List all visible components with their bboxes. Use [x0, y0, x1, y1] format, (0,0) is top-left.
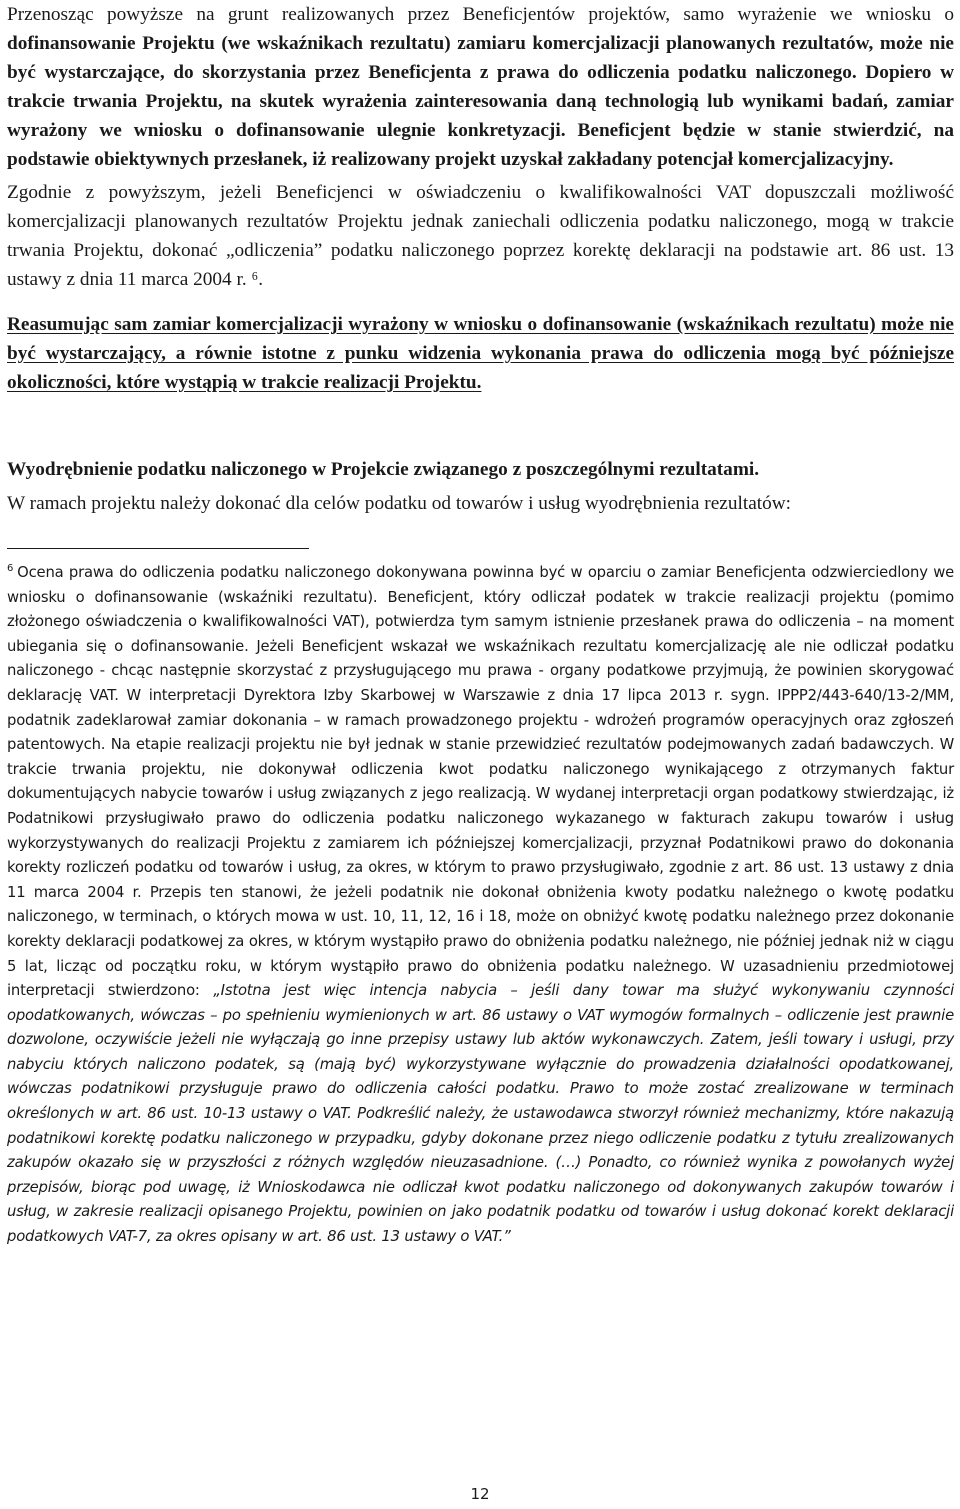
footnote-separator: [7, 548, 309, 549]
paragraph-lead-text: Przenosząc powyższe na grunt realizowanych przez Beneficjentów projektów, samo wyrażenie we wniosku o: [7, 4, 954, 25]
page-number: 12: [470, 1485, 490, 1503]
paragraph-commercialization-intent: [7, 0, 954, 174]
section-intro: W ramach projektu należy dokonać dla celów podatku od towarów i usług wyodrębnienia rezultatów:: [7, 493, 792, 514]
paragraph-summary: Reasumując sam zamiar komercjalizacji wyrażony w wniosku o dofinansowanie (wskaźnikach rezultatu) może nie być wystarczający, a równie istotne z punku widzenia wykonania prawa do odliczenia mogą być późniejsze okoliczności, które wystąpią w trakcie realizacji Projektu.: [7, 314, 954, 393]
footnote-quote: „Istotna jest więc intencja nabycia – jeśli dany towar ma służyć wykonywaniu czynności opodatkowanych, wówczas – po spełnieniu wymienionych w art. 86 ustawy o VAT wymogów formalnych – odliczenie jest prawnie dozwolone, oczywiście jeżeli nie wyłączają go inne przepisy ustawy lub aktów wykonawczych. Zatem, jeśli towary i usługi, przy nabyciu których naliczono podatek, są (mają być) wykorzystywane wyłącznie do prowadzenia działalności opodatkowanej, wówczas podatnikowi przysługuje prawo do odliczenia całości podatku. Prawo to może zostać zrealizowane w terminach określonych w art. 86 ust. 10-13 ustawy o VAT. Podkreślić należy, że ustawodawca stworzył również mechanizmy, które nakazują podatnikowi korektę podatku naliczonego w przypadku, gdyby dokonane przez niego odliczenie podatku z tytułu zrealizowanych zakupów okazało się w przyszłości z różnych względów nieuzasadnione. (…) Ponadto, co również wynika z powołanych wyżej przepisów, biorąc pod uwagę, iż Wnioskodawca nie odliczał kwot podatku naliczonego od dokonywanych zakupów towarów i usług, w zakresie realizacji opisanego Projektu, powinien on jako podatnik podatku od towarów i usług dokonać korekt deklaracji podatkowych VAT-7, za okres opisany w art. 86 ust. 13 ustawy o VAT.”: [7, 982, 954, 1246]
section-heading: Wyodrębnienie podatku naliczonego w Projekcie związanego z poszczególnymi rezultatami.: [7, 459, 760, 480]
document-page: [7, 0, 954, 1250]
paragraph-correction: Zgodnie z powyższym, jeżeli Beneficjenci w oświadczeniu o kwalifikowalności VAT dopuszczali możliwość komercjalizacji planowanych rezultatów Projektu jednak zaniechali odliczenia podatku naliczonego, mogą w trakcie trwania Projektu, dokonać „odliczenia” podatku naliczonego poprzez korektę deklaracji na podstawie art. 86 ust. 13 ustawy z dnia 11 marca 2004 r. ⁶.: [7, 182, 954, 290]
footnote-text: Ocena prawa do odliczenia podatku naliczonego dokonywana powinna być w oparciu o zamiar Beneficjenta odzwierciedlony we wniosku o dofinansowanie (wskaźniki rezultatu). Beneficjent, który odliczał podatek w trakcie realizacji projektu (pomimo złożonego oświadczenia o kwalifikowalności VAT), potwierdza tym samym istnienie przesłanek prawa do odliczenia – na moment ubiegania się o dofinansowanie. Jeżeli Beneficjent wskazał we wskaźnikach rezultatu komercjalizację ale nie odliczał podatku naliczonego - chcąc następnie skorzystać z przysługującego mu prawa - organy podatkowe przyjmują, że powinien skorygować deklarację VAT. W interpretacji Dyrektora Izby Skarbowej w Warszawie z dnia 17 lipca 2013 r. sygn. IPPP2/443-640/13-2/MM, podatnik zadeklarował zamiar dokonania – w ramach prowadzonego projektu - wdrożeń programów operacyjnych oraz zgłoszeń patentowych. Na etapie realizacji projektu nie był jednak w stanie przewidzieć rezultatów podejmowanych zadań badawczych. W trakcie trwania projektu, nie dokonywał odliczenia kwot podatku naliczonego wynikającego z otrzymanych faktur dokumentujących nabycie towarów i usług związanych z jego realizacją. W wydanej interpretacji organ podatkowy stwierdzając, iż Podatnikowi przysługiwało prawo do odliczenia podatku naliczonego wykazanego w fakturach zakupu towarów i usług wykorzystywanych do realizacji Projektu z zamiarem ich późniejszej komercjalizacji, przyznał Podatnikowi prawo do dokonania korekty rozliczeń podatku od towarów i usług, za okres, w którym to prawo przysługiwało, zgodnie z art. 86 ust. 13 ustawy z dnia 11 marca 2004 r. Przepis ten stanowi, że jeżeli podatnik nie dokonał obniżenia kwoty podatku należnego o kwotę podatku naliczonego, w terminach, o których mowa w ust. 10, 11, 12, 16 i 18, może on obniżyć kwotę podatku należnego przez dokonanie korekty deklaracji podatkowej za okres, w którym wystąpiło prawo do obniżenia podatku należnego, nie później jednak niż w ciągu 5 lat, licząc od początku roku, w którym wystąpiło prawo do obniżenia podatku należnego. W uzasadnieniu przedmiotowej interpretacji stwierdzono:: [7, 564, 954, 1000]
paragraph-bold-text: dofinansowanie Projektu (we wskaźnikach rezultatu) zamiaru komercjalizacji planowanych rezultatów, może nie być wystarczające, do skorzystania przez Beneficjenta z prawa do odliczenia podatku naliczonego. Dopiero w trakcie trwania Projektu, na skutek wyrażenia zainteresowania daną technologią lub wynikami badań, zamiar wyrażony we wniosku o dofinansowanie ulegnie konkretyzacji. Beneficjent będzie w stanie stwierdzić, na podstawie obiektywnych przesłanek, iż realizowany projekt uzyskał zakładany potencjał komercjalizacyjny.: [7, 33, 954, 170]
footnote-number: 6: [7, 563, 14, 574]
footnote: [7, 557, 954, 1250]
